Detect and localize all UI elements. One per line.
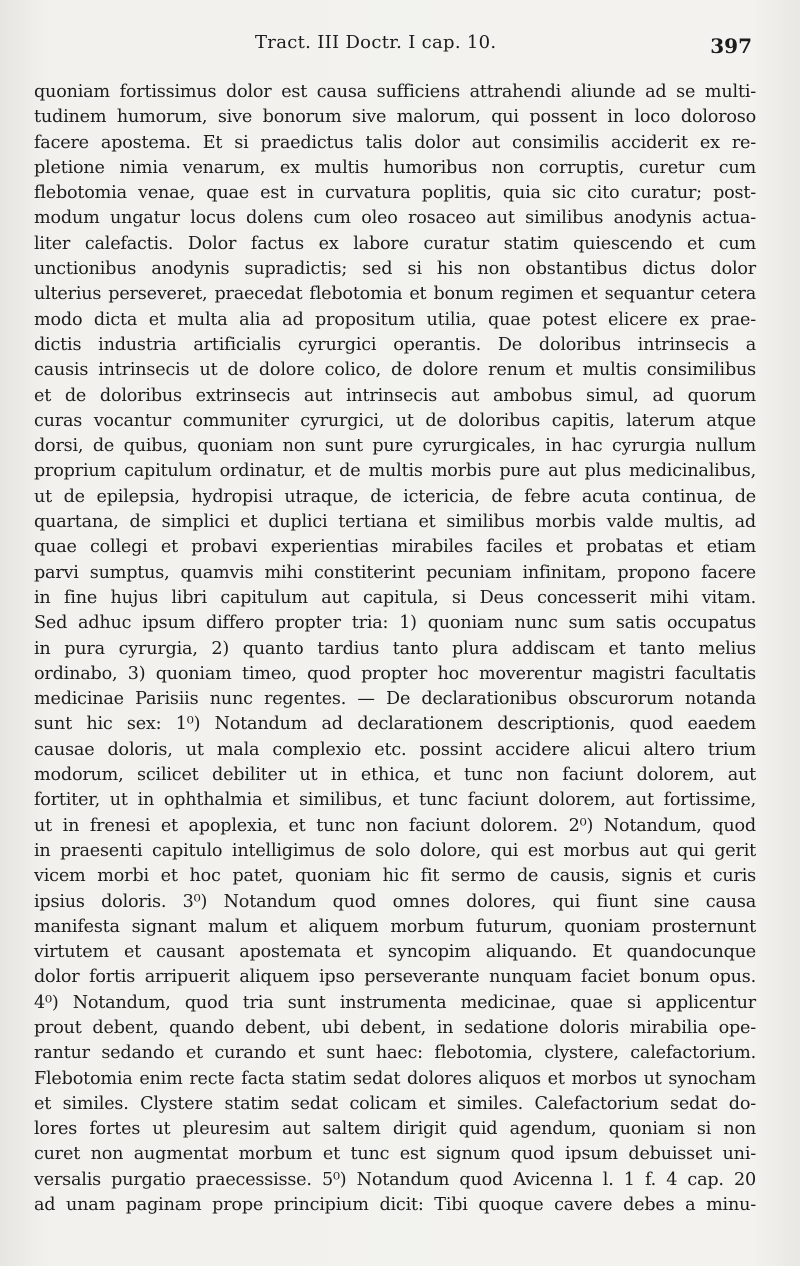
text-line: curet non augmentat morbum et tunc est signum quod ipsum debuisset uni- [34,1144,756,1165]
text-line: flebotomia venae, quae est in curvatura poplitis, quia sic cito curatur; post- [34,183,756,204]
text-line: modo dicta et multa alia ad propositum utilia, quae potest elicere ex prae- [34,309,756,330]
text-line: causae doloris, ut mala complexio etc. possint accidere alicui altero trium [34,739,756,760]
text-line: parvi sumptus, quamvis mihi constiterint pecuniam infinitam, propono facere [34,562,756,583]
text-line: manifesta signant malum et aliquem morbum futurum, quoniam prosternunt [34,916,756,937]
text-line: ulterius perseveret, praecedat flebotomia et bonum regimen et sequantur cetera [34,284,756,305]
text-line: in fine hujus libri capitulum aut capitula, si Deus concesserit mihi vitam. [34,587,756,608]
text-line: ipsius doloris. 3⁰) Notandum quod omnes dolores, qui fiunt sine causa [34,891,756,912]
text-line: vicem morbi et hoc patet, quoniam hic fit sermo de causis, signis et curis [34,866,756,887]
text-line: facere apostema. Et si praedictus talis dolor aut consimilis acciderit ex re- [34,132,756,153]
text-line: unctionibus anodynis supradictis; sed si his non obstantibus dictus dolor [34,259,756,280]
text-line: 4⁰) Notandum, quod tria sunt instrumenta medicinae, quae si applicentur [34,992,756,1013]
text-line: tudinem humorum, sive bonorum sive malorum, qui possent in loco doloroso [34,107,756,128]
text-line: pletione nimia venarum, ex multis humoribus non corruptis, curetur cum [34,157,756,178]
text-line: prout debent, quando debent, ubi debent, in sedatione doloris mirabilia ope- [34,1017,756,1038]
text-line: liter calefactis. Dolor factus ex labore curatur statim quiescendo et cum [34,233,756,254]
body-text [34,80,756,1218]
text-line: lores fortes ut pleuresim aut saltem dirigit quid agendum, quoniam si non [34,1119,756,1140]
text-line: fortiter, ut in ophthalmia et similibus, et tunc faciunt dolorem, aut fortissime, [34,790,756,811]
text-line: in pura cyrurgia, 2) quanto tardius tanto plura addiscam et tanto melius [34,638,756,659]
text-line: sunt hic sex: 1⁰) Notandum ad declarationem descriptionis, quod eaedem [34,714,756,735]
text-line: curas vocantur communiter cyrurgici, ut de doloribus capitis, laterum atque [34,410,756,431]
text-line: dolor fortis arripuerit aliquem ipso perseverante nunquam faciet bonum opus. [34,967,756,988]
text-line: causis intrinsecis ut de dolore colico, de dolore renum et multis consimilibus [34,360,756,381]
text-line: proprium capitulum ordinatur, et de multis morbis pure aut plus medicinalibus, [34,461,756,482]
text-line: ut de epilepsia, hydropisi utraque, de ictericia, de febre acuta continua, de [34,486,756,507]
text-line: dorsi, de quibus, quoniam non sunt pure cyrurgicales, in hac cyrurgia nullum [34,436,756,457]
text-line: in praesenti capitulo intelligimus de solo dolore, qui est morbus aut qui gerit [34,840,756,861]
text-line: ut in frenesi et apoplexia, et tunc non faciunt dolorem. 2⁰) Notandum, quod [34,815,756,836]
page-number: 397 [710,34,752,58]
text-line: quoniam fortissimus dolor est causa sufficiens attrahendi aliunde ad se multi- [34,82,756,102]
text-line: ad unam paginam prope principium dicit: Tibi quoque cavere debes a minu- [34,1195,756,1216]
text-line: virtutem et causant apostemata et syncopim aliquando. Et quandocunque [34,942,756,963]
text-line: medicinae Parisiis nunc regentes. — De declarationibus obscurorum notanda [34,689,756,710]
text-line: Sed adhuc ipsum differo propter tria: 1) quoniam nunc sum satis occupatus [34,613,756,634]
text-line: ordinabo, 3) quoniam timeo, quod propter hoc moverentur magistri facultatis [34,663,756,684]
text-line: modorum, scilicet debiliter ut in ethica, et tunc non faciunt dolorem, aut [34,765,756,786]
text-line: modum ungatur locus dolens cum oleo rosaceo aut similibus anodynis actua- [34,208,756,229]
running-head: Tract. III Doctr. I cap. 10. [255,32,497,53]
text-line: rantur sedando et curando et sunt haec: flebotomia, clystere, calefactorium. [34,1043,756,1064]
text-line: et de doloribus extrinsecis aut intrinsecis aut ambobus simul, ad quorum [34,385,756,406]
text-line: Flebotomia enim recte facta statim sedat dolores aliquos et morbos ut synocham [34,1068,756,1089]
text-line: dictis industria artificialis cyrurgici operantis. De doloribus intrinsecis a [34,334,756,355]
text-line: et similes. Clystere statim sedat colicam et similes. Calefactorium sedat do- [34,1093,756,1114]
text-line: quae collegi et probavi experientias mirabiles faciles et probatas et etiam [34,537,756,558]
text-line: versalis purgatio praecessisse. 5⁰) Notandum quod Avicenna l. 1 f. 4 cap. 20 [34,1169,756,1190]
text-line: quartana, de simplici et duplici tertiana et similibus morbis valde multis, ad [34,512,756,533]
page-header [0,30,800,60]
